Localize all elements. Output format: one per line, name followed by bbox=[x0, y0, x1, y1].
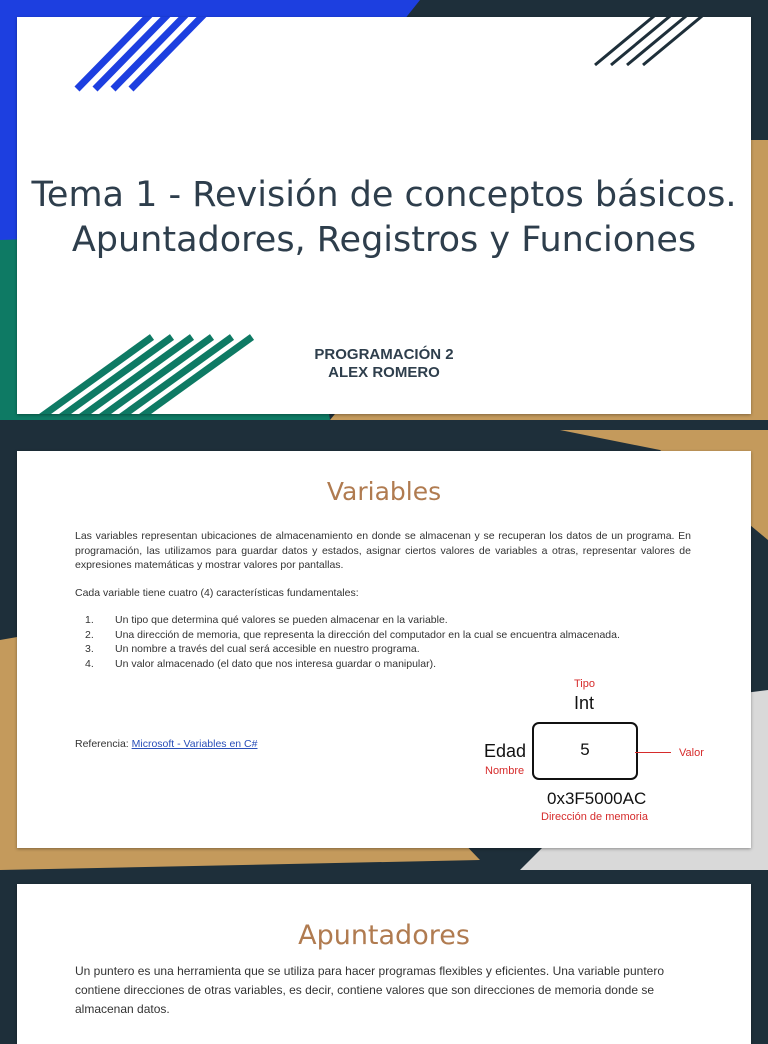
presentation-title-line-1: Tema 1 - Revisión de conceptos básicos. bbox=[31, 175, 737, 215]
author-name: ALEX ROMERO bbox=[328, 364, 440, 381]
type-value: Int bbox=[574, 693, 595, 713]
presentation-title bbox=[17, 173, 751, 263]
value-pointer-line bbox=[635, 752, 671, 753]
characteristics-list bbox=[75, 613, 695, 671]
list-item bbox=[75, 657, 695, 672]
list-number: 3. bbox=[85, 643, 94, 655]
list-item bbox=[75, 613, 695, 628]
stored-value: 5 bbox=[580, 740, 590, 759]
slide-title: Variables bbox=[326, 477, 442, 506]
list-text: Una dirección de memoria, que representa la dirección del computador en la cual se encuentra almacenada. bbox=[115, 628, 620, 641]
memory-box bbox=[532, 722, 638, 780]
reference bbox=[75, 738, 257, 750]
pointers-slide bbox=[17, 884, 751, 1044]
list-text: Un valor almacenado (el dato que nos interesa guardar o manipular). bbox=[115, 657, 437, 670]
presentation-subtitle bbox=[17, 346, 751, 382]
type-label: Tipo bbox=[574, 678, 595, 690]
address-value: 0x3F5000AC bbox=[547, 789, 647, 808]
variables-slide bbox=[17, 451, 751, 848]
title-slide bbox=[17, 17, 751, 414]
list-item bbox=[75, 642, 695, 657]
list-number: 2. bbox=[85, 628, 94, 641]
address-label: Dirección de memoria bbox=[541, 811, 648, 823]
course-name: PROGRAMACIÓN 2 bbox=[314, 346, 454, 363]
list-item bbox=[75, 628, 695, 643]
name-value: Edad bbox=[484, 741, 527, 761]
name-label: Nombre bbox=[485, 765, 525, 777]
list-number: 4. bbox=[85, 657, 94, 670]
reference-link[interactable]: Microsoft - Variables en C# bbox=[131, 738, 258, 750]
presentation-title-line-2: Apuntadores, Registros y Funciones bbox=[71, 220, 697, 260]
value-label: Valor bbox=[679, 747, 704, 759]
reference-label: Referencia: bbox=[75, 738, 132, 750]
intro-paragraph: Las variables representan ubicaciones de almacenamiento en donde se almacenan y se recuperan los datos de un programa. En programación, las utilizamos para guardar datos y estados, asignar ciertos valores de variables a otras, representar valores de expresiones matemáticas y mostrar valores por pantallas. bbox=[75, 530, 691, 571]
characteristics-intro: Cada variable tiene cuatro (4) características fundamentales: bbox=[75, 587, 359, 599]
list-number: 1. bbox=[85, 614, 94, 626]
slide-title: Apuntadores bbox=[298, 920, 470, 951]
intro-paragraph: Un puntero es una herramienta que se utiliza para hacer programas flexibles y eficientes. Una variable puntero contiene direcciones de otras variables, es decir, contiene valores que son direcciones de memoria donde se almacenan datos. bbox=[75, 964, 664, 1016]
variable-diagram bbox=[457, 676, 717, 826]
list-text: Un tipo que determina qué valores se pueden almacenar en la variable. bbox=[115, 614, 448, 626]
list-text: Un nombre a través del cual será accesible en nuestro programa. bbox=[115, 643, 420, 655]
